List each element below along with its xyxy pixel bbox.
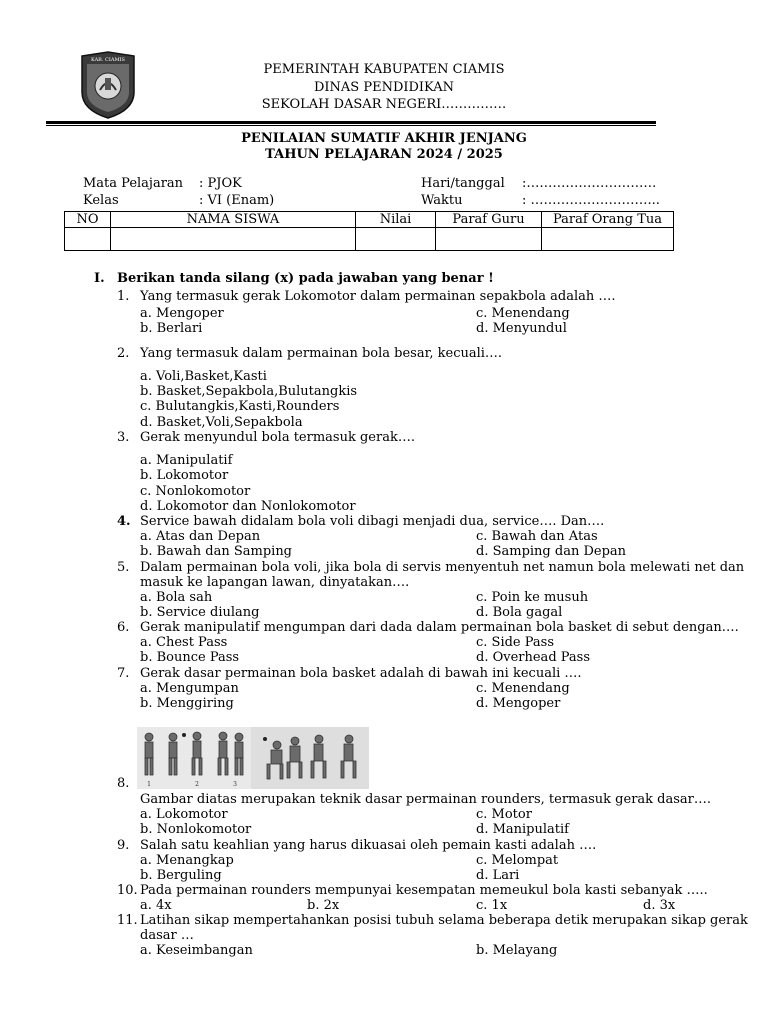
question-number: 7. bbox=[117, 666, 130, 681]
option-c[interactable]: c. Bulutangkis,Kasti,Rounders bbox=[140, 399, 340, 414]
table-header-row bbox=[65, 212, 674, 228]
time-value: : ………………………... bbox=[522, 193, 660, 208]
question-number: 11. bbox=[117, 913, 138, 928]
question-number: 10. bbox=[117, 883, 138, 898]
option-a[interactable]: a. Lokomotor bbox=[140, 807, 228, 822]
question-number: 4. bbox=[117, 514, 131, 529]
question-text: Service bawah didalam bola voli dibagi menjadi dua, service…. Dan…. bbox=[140, 514, 605, 529]
option-d[interactable]: d. Manipulatif bbox=[476, 822, 569, 837]
table-header-no: NO bbox=[65, 212, 111, 228]
option-a[interactable]: a. Atas dan Depan bbox=[140, 529, 261, 544]
option-d[interactable]: d. Menyundul bbox=[476, 321, 567, 336]
option-c[interactable]: c. 1x bbox=[476, 898, 508, 913]
class-label: Kelas bbox=[83, 193, 119, 208]
question-number: 3. bbox=[117, 430, 130, 445]
option-d[interactable]: d. Lari bbox=[476, 868, 520, 883]
question-number: 2. bbox=[117, 346, 130, 361]
option-d[interactable]: d. Overhead Pass bbox=[476, 650, 591, 665]
option-b[interactable]: b. Nonlokomotor bbox=[140, 822, 252, 837]
option-a[interactable]: a. Keseimbangan bbox=[140, 943, 253, 958]
table-row bbox=[65, 228, 674, 251]
option-c[interactable]: c. Bawah dan Atas bbox=[476, 529, 598, 544]
table-cell-no[interactable] bbox=[65, 228, 111, 251]
day-value: :………………………… bbox=[522, 176, 657, 191]
option-d[interactable]: d. Bola gagal bbox=[476, 605, 563, 620]
question-number: 5. bbox=[117, 560, 130, 575]
question-text: Gambar diatas merupakan teknik dasar permainan rounders, termasuk gerak dasar…. bbox=[140, 792, 712, 807]
option-b[interactable]: b. Bounce Pass bbox=[140, 650, 240, 665]
option-a[interactable]: a. Bola sah bbox=[140, 590, 213, 605]
class-value: : VI (Enam) bbox=[199, 193, 275, 208]
time-label: Waktu bbox=[421, 193, 463, 208]
question-text: Yang termasuk gerak Lokomotor dalam permainan sepakbola adalah …. bbox=[140, 289, 616, 304]
header-office: DINAS PENDIDIKAN bbox=[313, 80, 455, 95]
exam-title: PENILAIAN SUMATIF AKHIR JENJANG bbox=[241, 131, 527, 146]
option-d[interactable]: d. Basket,Voli,Sepakbola bbox=[140, 415, 303, 430]
figure-label: 2 bbox=[195, 781, 199, 788]
logo-text: KAB. CIAMIS bbox=[91, 57, 125, 63]
option-c[interactable]: c. Nonlokomotor bbox=[140, 484, 251, 499]
question-text-continued: dasar … bbox=[140, 928, 194, 943]
option-b[interactable]: b. Berlari bbox=[140, 321, 203, 336]
option-b[interactable]: b. Lokomotor bbox=[140, 468, 229, 483]
table-header-name: NAMA SISWA bbox=[111, 212, 356, 228]
rounders-technique-figure bbox=[137, 727, 369, 789]
option-b[interactable]: b. 2x bbox=[307, 898, 340, 913]
subject-label: Mata Pelajaran bbox=[83, 176, 184, 191]
question-text-continued: masuk ke lapangan lawan, dinyatakan…. bbox=[140, 575, 410, 590]
option-a[interactable]: a. Menangkap bbox=[140, 853, 234, 868]
exam-year: TAHUN PELAJARAN 2024 / 2025 bbox=[265, 147, 503, 162]
table-cell-name[interactable] bbox=[111, 228, 356, 251]
option-c[interactable]: c. Melompat bbox=[476, 853, 559, 868]
option-d[interactable]: d. Samping dan Depan bbox=[476, 544, 627, 559]
question-text: Dalam permainan bola voli, jika bola di servis menyentuh net namun bola melewati net dan bbox=[140, 560, 745, 575]
option-d[interactable]: d. Lokomotor dan Nonlokomotor bbox=[140, 499, 356, 514]
table-header-teacher-sign: Paraf Guru bbox=[436, 212, 542, 228]
option-b[interactable]: b. Bawah dan Samping bbox=[140, 544, 293, 559]
option-b[interactable]: b. Basket,Sepakbola,Bulutangkis bbox=[140, 384, 358, 399]
question-text: Pada permainan rounders mempunyai kesempatan memeukul bola kasti sebanyak ….. bbox=[140, 883, 708, 898]
option-c[interactable]: c. Poin ke musuh bbox=[476, 590, 589, 605]
option-c[interactable]: c. Menendang bbox=[476, 306, 570, 321]
table-cell-parent-sign[interactable] bbox=[542, 228, 674, 251]
question-text: Gerak manipulatif mengumpan dari dada dalam permainan bola basket di sebut dengan…. bbox=[140, 620, 739, 635]
school-logo-crest-icon bbox=[78, 50, 138, 120]
header-divider-thin bbox=[46, 125, 656, 126]
question-number: 6. bbox=[117, 620, 130, 635]
question-text: Yang termasuk dalam permainan bola besar, kecuali…. bbox=[140, 346, 503, 361]
section-instruction: Berikan tanda silang (x) pada jawaban yang benar ! bbox=[117, 271, 494, 286]
option-a[interactable]: a. Mengoper bbox=[140, 306, 224, 321]
question-text: Gerak dasar permainan bola basket adalah di bawah ini kecuali …. bbox=[140, 666, 582, 681]
option-a[interactable]: a. 4x bbox=[140, 898, 172, 913]
section-number: I. bbox=[94, 271, 105, 286]
subject-value: : PJOK bbox=[199, 176, 242, 191]
table-header-score: Nilai bbox=[356, 212, 436, 228]
student-info-table bbox=[64, 211, 674, 251]
option-a[interactable]: a. Manipulatif bbox=[140, 453, 233, 468]
option-a[interactable]: a. Voli,Basket,Kasti bbox=[140, 369, 267, 384]
question-text: Latihan sikap mempertahankan posisi tubuh selama beberapa detik merupakan sikap gerak bbox=[140, 913, 748, 928]
option-c[interactable]: c. Motor bbox=[476, 807, 532, 822]
option-a[interactable]: a. Mengumpan bbox=[140, 681, 239, 696]
header-government: PEMERINTAH KABUPATEN CIAMIS bbox=[263, 62, 505, 77]
option-c[interactable]: c. Side Pass bbox=[476, 635, 555, 650]
table-cell-score[interactable] bbox=[356, 228, 436, 251]
header-divider-thick bbox=[46, 121, 656, 124]
option-c[interactable]: c. Menendang bbox=[476, 681, 570, 696]
option-b[interactable]: b. Melayang bbox=[476, 943, 558, 958]
day-label: Hari/tanggal bbox=[421, 176, 505, 191]
option-b[interactable]: b. Service diulang bbox=[140, 605, 260, 620]
table-cell-teacher-sign[interactable] bbox=[436, 228, 542, 251]
question-text: Salah satu keahlian yang harus dikuasai oleh pemain kasti adalah …. bbox=[140, 838, 597, 853]
question-number: 8. bbox=[117, 776, 130, 791]
option-d[interactable]: d. Mengoper bbox=[476, 696, 561, 711]
option-a[interactable]: a. Chest Pass bbox=[140, 635, 228, 650]
option-b[interactable]: b. Menggiring bbox=[140, 696, 234, 711]
option-d[interactable]: d. 3x bbox=[643, 898, 676, 913]
figure-label: 3 bbox=[233, 781, 237, 788]
question-number: 9. bbox=[117, 838, 130, 853]
figure-label: 1 bbox=[147, 781, 151, 788]
question-text: Gerak menyundul bola termasuk gerak…. bbox=[140, 430, 415, 445]
option-b[interactable]: b. Berguling bbox=[140, 868, 222, 883]
question-number: 1. bbox=[117, 289, 130, 304]
header-school: SEKOLAH DASAR NEGERI…………… bbox=[261, 97, 507, 112]
table-header-parent-sign: Paraf Orang Tua bbox=[542, 212, 674, 228]
